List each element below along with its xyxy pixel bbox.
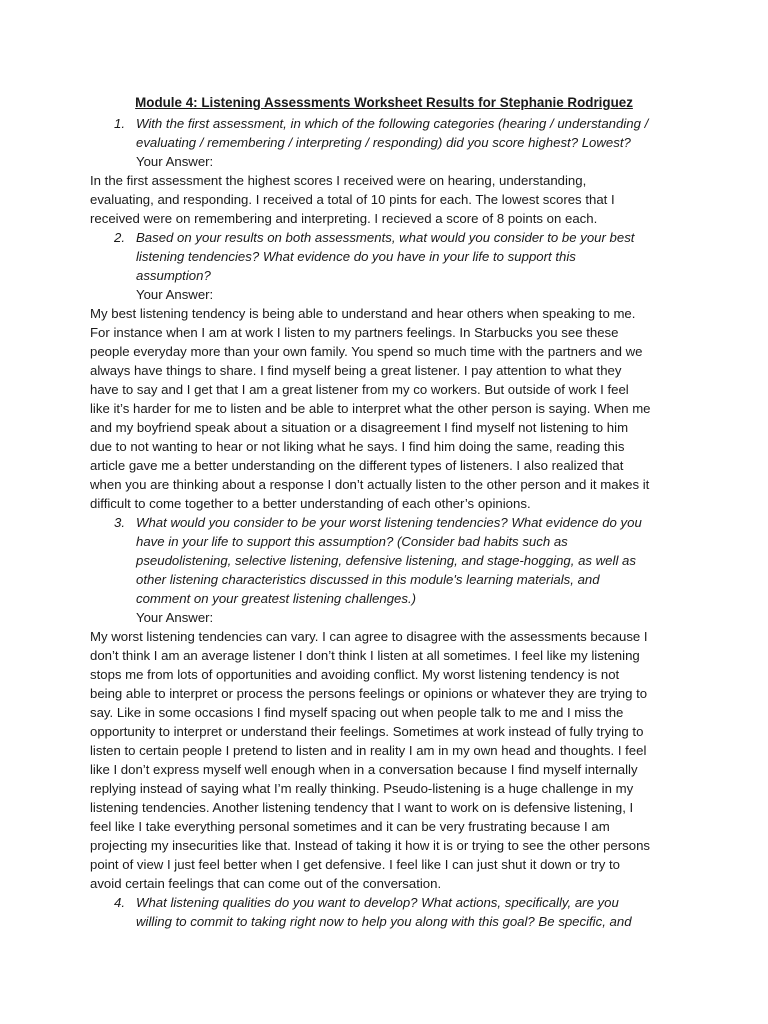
answer-line: have to say and I get that I am a great listener from my co workers. But outside of work I feel: [90, 382, 629, 397]
answer-line: avoid certain feelings that can come out of the conversation.: [90, 876, 442, 891]
question-line: With the first assessment, in which of the following categories (hearing / understanding /: [136, 116, 649, 131]
question-1: [90, 114, 690, 152]
answer-line: received were on remembering and interpreting. I recieved a score of 8 points on each.: [90, 211, 598, 226]
question-line: evaluating / remembering / interpreting / responding) did you score highest? Lowest?: [136, 135, 631, 150]
answer-line: evaluating, and responding. I received a total of 10 pints for each. The lowest scores that I: [90, 192, 615, 207]
your-answer-label: Your Answer:: [136, 610, 214, 625]
question-line: have in your life to support this assumption? (Consider bad habits such as: [136, 534, 568, 549]
answer-line: like it’s harder for me to listen and be able to interpret what the other person is saying. When me: [90, 401, 651, 416]
question-4: [90, 893, 690, 931]
answer-line: For instance when I am at work I listen to my partners feelings. In Starbucks you see these: [90, 325, 619, 340]
question-line: pseudolistening, selective listening, defensive listening, and stage-hogging, as well as: [136, 553, 636, 568]
answer-line: projecting my insecurities like that. Instead of taking it how it is or trying to see the other persons: [90, 838, 651, 853]
answer-line: My best listening tendency is being able to understand and hear others when speaking to me.: [90, 306, 636, 321]
question-number: 1.: [114, 116, 125, 131]
your-answer-label: Your Answer:: [136, 154, 214, 169]
answer-line: like I don’t express myself well enough when in a conversation because I find myself internally: [90, 762, 638, 777]
answer-line: point of view I just feel better when I get defensive. I feel like I can just shut it down or try to: [90, 857, 620, 872]
answer-line: listen to certain people I pretend to listen and in reality I am in my own head and thoughts. I feel: [90, 743, 647, 758]
answer-line: due to not wanting to hear or not liking what he says. I find him doing the same, reading this: [90, 439, 625, 454]
question-line: What would you consider to be your worst listening tendencies? What evidence do you: [136, 515, 642, 530]
answer-line: always have things to share. I find myself being a great listener. I pay attention to what they: [90, 363, 622, 378]
answer-2: [90, 304, 690, 513]
your-answer-label: Your Answer:: [136, 287, 214, 302]
question-line: What listening qualities do you want to develop? What actions, specifically, are you: [136, 895, 619, 910]
answer-line: listening tendencies. Another listening tendency that I want to work on is defensive listening, I: [90, 800, 634, 815]
answer-line: when you are thinking about a response I don’t actually listen to the other person and it makes it: [90, 477, 650, 492]
answer-line: article gave me a better understanding on the different types of listeners. I also realized that: [90, 458, 624, 473]
question-number: 4.: [114, 895, 125, 910]
answer-1: [90, 171, 690, 228]
answer-line: and my boyfriend speak about a situation or a disagreement I find myself not listening to him: [90, 420, 629, 435]
answer-line: people everyday more than your own family. You spend so much time with the partners and we: [90, 344, 643, 359]
answer-line: opportunity to interpret or understand their feelings. Sometimes at work instead of fully trying to: [90, 724, 644, 739]
question-number: 3.: [114, 515, 125, 530]
answer-line: feel like I take everything personal sometimes and it can be very frustrating because I am: [90, 819, 610, 834]
worksheet-content: [90, 114, 690, 931]
answer-line: In the first assessment the highest scores I received were on hearing, understanding,: [90, 173, 587, 188]
document-title: Module 4: Listening Assessments Worksheet Results for Stephanie Rodriguez: [135, 95, 633, 110]
answer-line: My worst listening tendencies can vary. I can agree to disagree with the assessments because I: [90, 629, 648, 644]
question-2: [90, 228, 690, 285]
question-line: Based on your results on both assessments, what would you consider to be your best: [136, 230, 635, 245]
question-line: comment on your greatest listening challenges.): [136, 591, 417, 606]
question-line: willing to commit to taking right now to help you along with this goal? Be specific, and: [136, 914, 632, 929]
answer-line: say. Like in some occasions I find myself spacing out when people talk to me and I miss the: [90, 705, 624, 720]
question-3: [90, 513, 690, 608]
answer-line: being able to interpret or process the persons feelings or opinions or whatever they are trying to: [90, 686, 648, 701]
question-number: 2.: [114, 230, 125, 245]
answer-line: replying instead of saying what I’m really thinking. Pseudo-listening is a huge challenge in my: [90, 781, 634, 796]
answer-line: don’t think I am an average listener I don’t think I listen at all sometimes. I feel like my listening: [90, 648, 640, 663]
answer-line: difficult to come together to a better understanding of each other’s opinions.: [90, 496, 531, 511]
answer-line: stops me from lots of opportunities and avoiding conflict. My worst listening tendency is not: [90, 667, 620, 682]
question-line: assumption?: [136, 268, 211, 283]
answer-3: [90, 627, 690, 893]
question-line: listening tendencies? What evidence do you have in your life to support this: [136, 249, 576, 264]
question-line: other listening characteristics discussed in this module's learning materials, and: [136, 572, 600, 587]
